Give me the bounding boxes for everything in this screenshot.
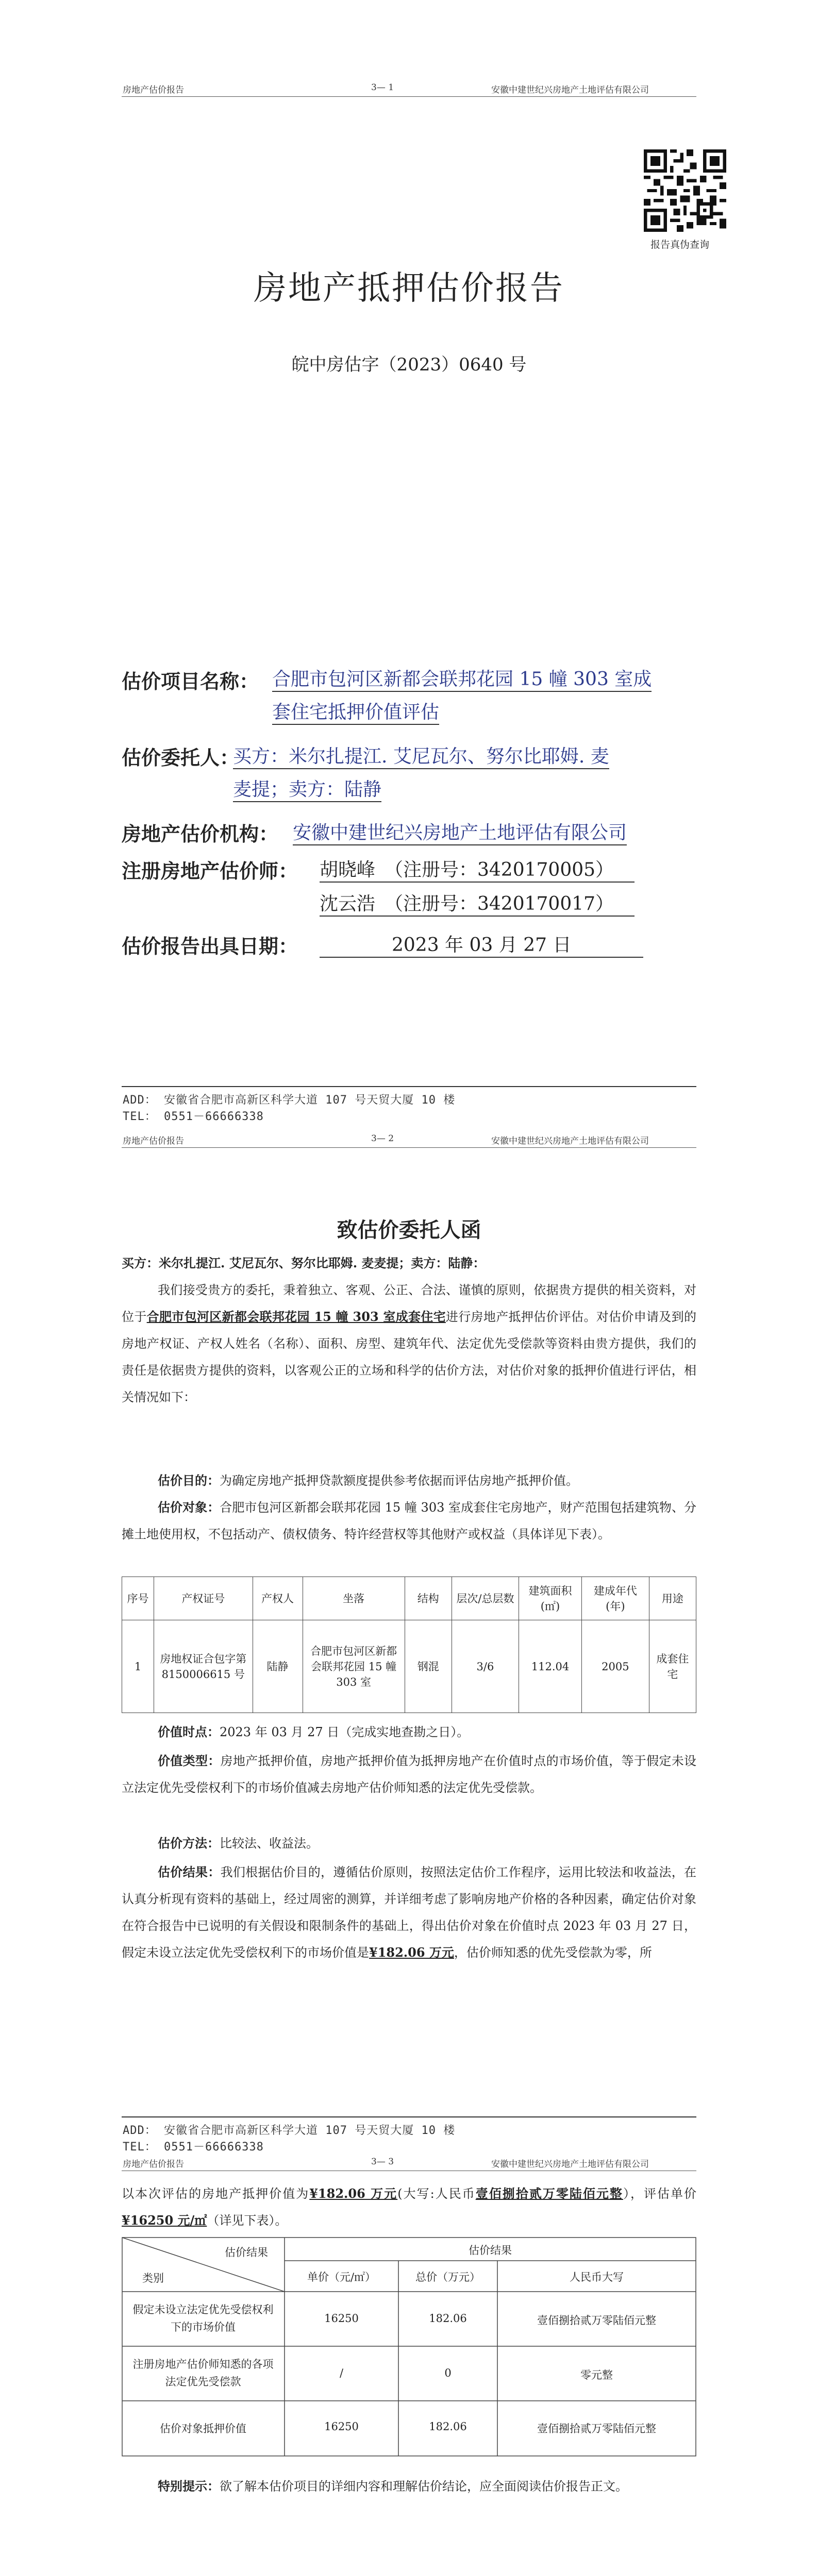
table-header: 结构 (405, 1577, 452, 1620)
value-date-label: 价值时点： (158, 1724, 220, 1739)
table-cell: 112.04 (519, 1620, 582, 1713)
cover-label-appraiser: 注册房地产估价师： (122, 859, 298, 883)
cover-value-agency: 安徽中建世纪兴房地产土地评估有限公司 (293, 818, 627, 845)
qr-code-graphic (644, 149, 726, 232)
page-header-number: 3— 1 (371, 82, 394, 93)
result-row-upper: 零元整 (580, 2369, 613, 2381)
result-table (122, 2237, 696, 2456)
value-type-text: 房地产抵押价值，房地产抵押价值为抵押房地产在价值时点的市场价值，等于假定未设立法定优先受偿权利下的市场价值减去房地产估价师知悉的法定优先受偿款。 (122, 1754, 697, 1795)
letter-result (122, 1859, 696, 1966)
intro-address: 合肥市包河区新都会联邦花园 15 幢 303 室成套住宅 (146, 1309, 446, 1324)
table-cell: 钢混 (405, 1620, 452, 1713)
value-date-text: 2023 年 03 月 27 日（完成实地查勘之日）。 (220, 1725, 470, 1739)
page-header-title: 房地产估价报告 (123, 85, 184, 95)
result-row-total: 182.06 (429, 2312, 467, 2325)
intro-text-post: 进行房地产抵押估价评估。对估价申请及到的房地产权证、产权人姓名（名称）、面积、房型、建筑年代、法定优先受偿款等资料由贵方提供，我们的责任是依据贵方提供的资料，以客观公正的立场和科学的估价方法，对估价对象的抵押价值进行评估，相关情况如下： (122, 1310, 696, 1404)
cover-value-project-2: 套住宅抵押价值评估 (272, 698, 439, 725)
cover-value-client: 买方：米尔扎提江. 艾尼瓦尔、努尔比耶姆. 麦 (233, 742, 609, 769)
page-header-title: 房地产估价报告 (123, 1136, 184, 1146)
letter-purpose (122, 1467, 696, 1494)
table-header: 建筑面积(㎡) (519, 1577, 582, 1620)
method-text: 比较法、收益法。 (220, 1836, 319, 1851)
result-header-item: 估价结果 (225, 2246, 268, 2259)
table-cell: 成套住宅 (649, 1620, 696, 1713)
cont-text-mid2: ），评估单价 (623, 2187, 697, 2201)
result-text-pre: 我们根据估价目的，遵循估价原则，按照法定估价工作程序，运用比较法和收益法，在认真分析现有资料的基础上，经过周密的测算，并详细考虑了影响房地产价格的各种因素，确定估价对象在符合报告中已说明的有关假设和限制条件的基础上，得出估价对象在价值时点 2023 年 03 月 27 日，假定未设立法定优先受偿权利下的市场价值是 (122, 1865, 697, 1960)
letter-intro (122, 1277, 696, 1411)
method-label: 估价方法： (158, 1836, 220, 1851)
cover-title: 房地产抵押估价报告 (254, 269, 564, 308)
table-header: 用途 (649, 1577, 696, 1620)
cont-text-end: （详见下表）。 (207, 2213, 288, 2228)
letter-method (122, 1830, 696, 1857)
table-cell: 1 (122, 1620, 154, 1713)
result-value: ¥182.06 万元 (369, 1945, 454, 1960)
result-header-upper: 人民币大写 (570, 2271, 624, 2283)
result-row-label: 假定未设立法定优先受偿权利下的市场价值 (132, 2303, 274, 2333)
footer-divider (122, 1086, 696, 1087)
result-header-unit: 单价（元/㎡） (307, 2271, 376, 2283)
cover-label-project: 估价项目名称： (122, 670, 259, 693)
result-row-label: 估价对象抵押价值 (160, 2422, 246, 2435)
table-header: 层次/总层数 (452, 1577, 519, 1620)
result-row-unit: 16250 (324, 2420, 359, 2433)
intro-text-pre: 我们接受贵方的委托，秉着独立、客观、公正、合法、谨慎的原则，依据贵方提供的相关资料，对位于 (122, 1283, 696, 1324)
table-row (122, 1620, 696, 1713)
page-header-company: 安徽中建世纪兴房地产土地评估有限公司 (491, 85, 649, 95)
letter-value-date (122, 1719, 696, 1745)
result-header-total: 总价（万元） (415, 2271, 480, 2283)
table-header: 序号 (122, 1577, 154, 1620)
cont-value: ¥182.06 万元 (309, 2186, 398, 2201)
cover-label-client: 估价委托人： (122, 746, 240, 769)
cover-label-agency: 房地产估价机构： (122, 822, 279, 845)
purpose-text: 为确定房地产抵押贷款额度提供参考依据而评估房地产抵押价值。 (220, 1473, 578, 1488)
note-text: 欲了解本估价项目的详细内容和理解估价结论，应全面阅读估价报告正文。 (220, 2479, 628, 2494)
object-text: 合肥市包河区新都会联邦花园 15 幢 303 室成套住宅房地产，财产范围包括建筑物、分摊土地使用权，不包括动产、债权债务、特许经营权等其他财产或权益（具体详见下表）。 (122, 1500, 696, 1541)
page-header-number: 3— 2 (371, 1133, 394, 1144)
page-header-number: 3— 3 (371, 2157, 394, 2167)
header-divider (122, 1147, 696, 1148)
header-divider (122, 96, 696, 97)
page-header-company: 安徽中建世纪兴房地产土地评估有限公司 (491, 2159, 649, 2170)
special-note (122, 2473, 696, 2500)
result-row-unit: 16250 (324, 2312, 359, 2325)
letter-value-type (122, 1748, 696, 1801)
result-row-upper: 壹佰捌拾贰万零陆佰元整 (537, 2422, 656, 2435)
cover-value-client-2: 麦提；卖方：陆静 (233, 775, 381, 802)
qr-caption: 报告真伪查询 (650, 239, 710, 250)
value-type-label: 价值类型： (158, 1753, 221, 1768)
table-header-row (122, 1577, 696, 1620)
table-cell: 房地权证合包字第 8150006615 号 (154, 1620, 253, 1713)
cover-value-project: 合肥市包河区新都会联邦花园 15 幢 303 室成 (272, 665, 652, 692)
footer-address: ADD： 安徽省合肥市高新区科学大道 107 号天贸大厦 10 楼 (123, 1094, 456, 1107)
cont-text-mid: (大写:人民币 (397, 2187, 476, 2201)
table-header: 产权证号 (154, 1577, 253, 1620)
table-header: 产权人 (253, 1577, 303, 1620)
cover-value-date: 2023 年 03 月 27 日 (320, 930, 643, 958)
page-header-company: 安徽中建世纪兴房地产土地评估有限公司 (491, 1136, 649, 1146)
result-label: 估价结果： (158, 1865, 221, 1879)
table-header: 建成年代(年) (581, 1577, 649, 1620)
result-header-category: 类别 (142, 2272, 164, 2284)
result-row-upper: 壹佰捌拾贰万零陆佰元整 (537, 2314, 656, 2327)
result-row-unit: / (339, 2367, 344, 2379)
letter-continuation (122, 2180, 696, 2234)
purpose-label: 估价目的： (158, 1473, 220, 1488)
cover-value-appraiser-1: 胡晓峰 （注册号：3420170005） (320, 855, 635, 883)
page-header-title: 房地产估价报告 (123, 2159, 184, 2170)
cont-unit-price: ¥16250 元/㎡ (122, 2213, 207, 2228)
result-row-total: 0 (444, 2367, 452, 2379)
footer-address: ADD： 安徽省合肥市高新区科学大道 107 号天贸大厦 10 楼 (123, 2124, 456, 2137)
letter-title: 致估价委托人函 (337, 1218, 481, 1242)
result-header-group: 估价结果 (469, 2244, 512, 2257)
result-text-post: ，估价师知悉的优先受偿款为零，所 (454, 1945, 652, 1960)
cover-label-date: 估价报告出具日期： (122, 935, 298, 958)
table-cell: 陆静 (253, 1620, 303, 1713)
cont-text-pre: 以本次评估的房地产抵押价值为 (122, 2187, 310, 2201)
table-header: 坐落 (303, 1577, 405, 1620)
object-label: 估价对象： (158, 1500, 220, 1515)
property-table (122, 1577, 696, 1713)
result-row-total: 182.06 (429, 2420, 467, 2433)
qr-code[interactable] (644, 149, 726, 232)
letter-object (122, 1494, 696, 1548)
letter-addressee: 买方：米尔扎提江. 艾尼瓦尔、努尔比耶姆. 麦麦提；卖方：陆静： (122, 1256, 486, 1270)
table-cell: 合肥市包河区新都会联邦花园 15 幢 303 室 (303, 1620, 405, 1713)
result-row-label: 注册房地产估价师知悉的各项法定优先受偿款 (132, 2358, 274, 2388)
table-cell: 2005 (581, 1620, 649, 1713)
note-label: 特别提示： (158, 2479, 220, 2494)
footer-divider (122, 2116, 696, 2117)
table-cell: 3/6 (452, 1620, 519, 1713)
cont-upper: 壹佰捌拾贰万零陆佰元整 (475, 2186, 623, 2201)
footer-tel: TEL： 0551－66666338 (123, 1110, 264, 1123)
report-number: 皖中房估字（2023）0640 号 (291, 354, 527, 375)
footer-tel: TEL： 0551－66666338 (123, 2141, 264, 2154)
cover-value-appraiser-2: 沈云浩 （注册号：3420170017） (320, 889, 635, 917)
